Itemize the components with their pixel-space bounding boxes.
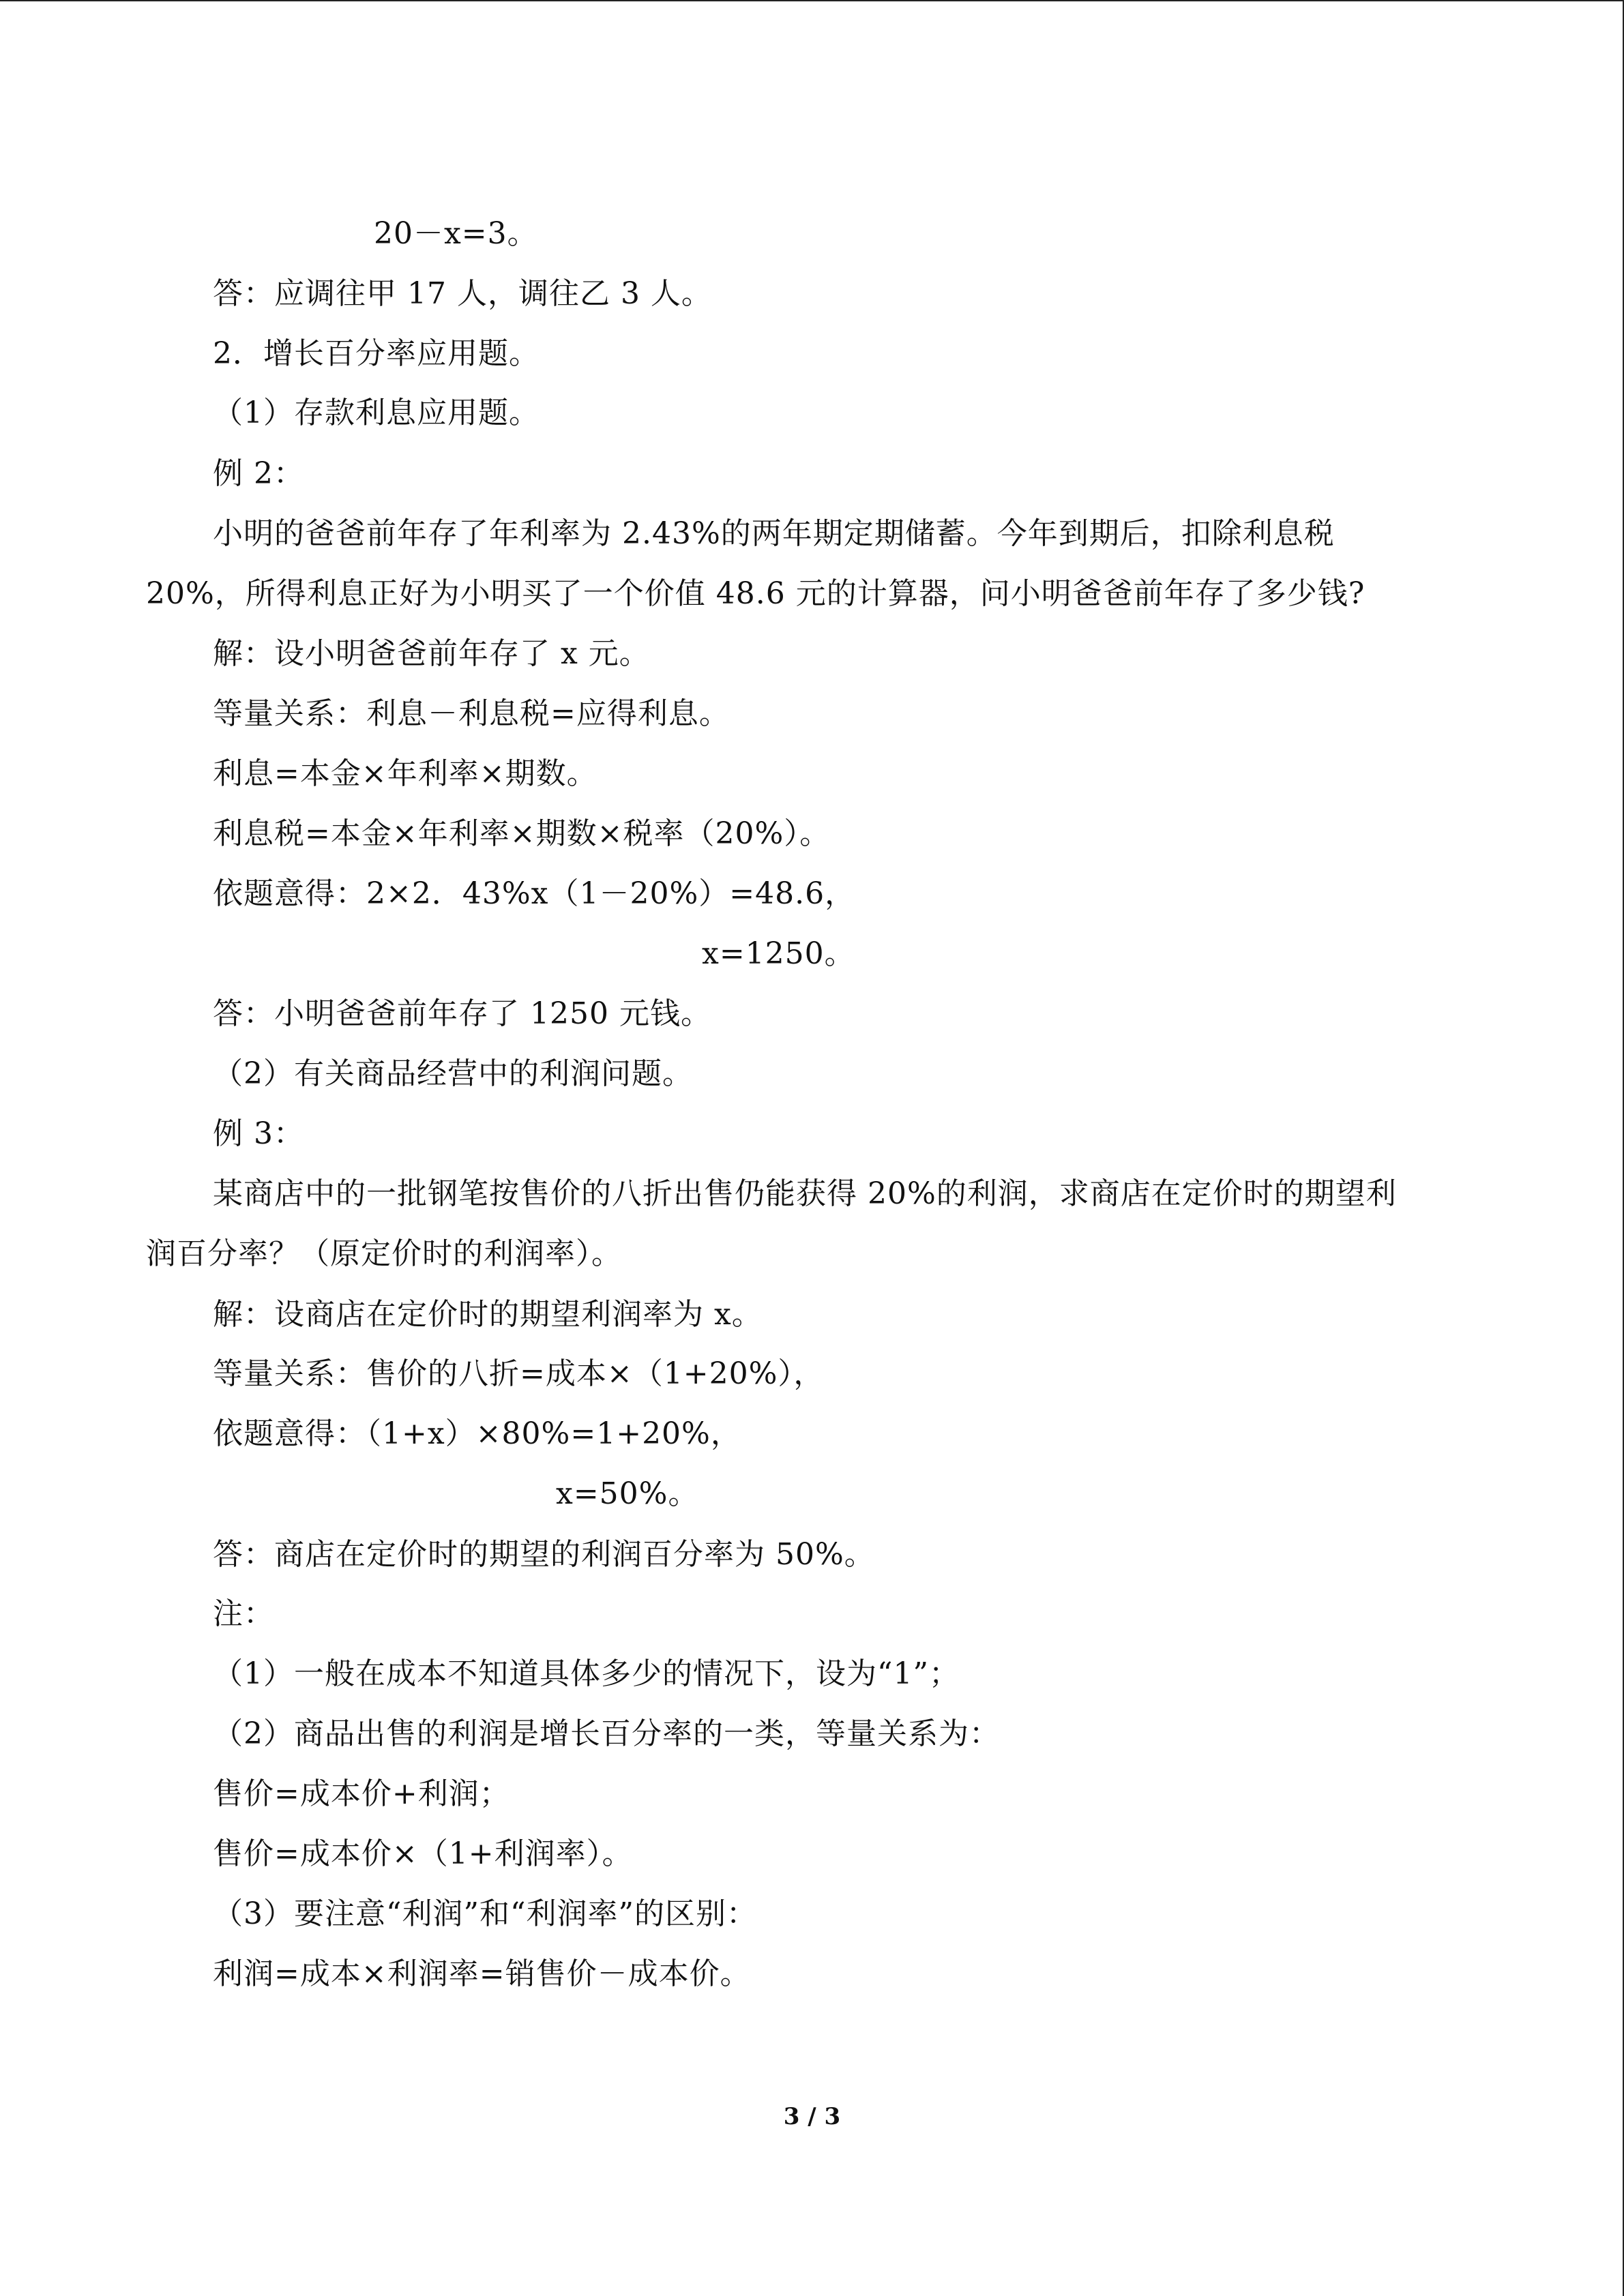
equation-result: x=1250。 (702, 936, 855, 971)
subsection-heading: （1）存款利息应用题。 (213, 396, 540, 430)
relation-line: 等量关系：利息－利息税=应得利息。 (213, 696, 730, 731)
example-label: 例 3： (213, 1116, 304, 1151)
note-label: 注： (213, 1596, 274, 1631)
relation-line: 等量关系：售价的八折=成本×（1+20%）， (213, 1356, 825, 1391)
answer-line: 答：商店在定价时的期望的利润百分率为 50%。 (213, 1537, 875, 1572)
solution-line: 解：设商店在定价时的期望利润率为 x。 (213, 1297, 763, 1332)
answer-line: 答：小明爸爸前年存了 1250 元钱。 (213, 996, 711, 1031)
subsection-heading: （2）有关商品经营中的利润问题。 (213, 1056, 693, 1091)
page-number: 3 / 3 (783, 2103, 841, 2130)
formula-line: 利息=本金×年利率×期数。 (213, 756, 597, 791)
equation-result: x=50%。 (556, 1476, 699, 1511)
problem-text-line: 小明的爸爸前年存了年利率为 2.43%的两年期定期储蓄。今年到期后，扣除利息税 (213, 516, 1335, 551)
equation-line: 依题意得：（1+x）×80%=1+20%， (213, 1416, 741, 1451)
formula-line: 利润=成本×利润率=销售价－成本价。 (213, 1956, 751, 1991)
solution-line: 解：设小明爸爸前年存了 x 元。 (213, 636, 650, 671)
formula-line: 利息税=本金×年利率×期数×税率（20%）。 (213, 816, 831, 851)
equation-line: 依题意得：2×2．43%x（1－20%）=48.6， (213, 876, 856, 911)
note-item: （3）要注意“利润”和“利润率”的区别： (213, 1896, 757, 1931)
problem-text-line: 润百分率？（原定价时的利润率）。 (146, 1236, 622, 1271)
note-item: （2）商品出售的利润是增长百分率的一类，等量关系为： (213, 1716, 1000, 1751)
problem-text-line: 某商店中的一批钢笔按售价的八折出售仍能获得 20%的利润，求商店在定价时的期望利 (213, 1176, 1397, 1211)
formula-line: 售价=成本价×（1+利润率）。 (213, 1836, 633, 1871)
example-label: 例 2： (213, 456, 304, 491)
answer-line: 答：应调往甲 17 人，调往乙 3 人。 (213, 276, 712, 311)
section-heading: 2．增长百分率应用题。 (213, 336, 540, 371)
equation-line: 20－x=3。 (374, 216, 538, 251)
note-item: （1）一般在成本不知道具体多少的情况下，设为“1”； (213, 1656, 960, 1691)
problem-text-line: 20%，所得利息正好为小明买了一个价值 48.6 元的计算器，问小明爸爸前年存了多少钱? (146, 576, 1365, 611)
formula-line: 售价=成本价+利润； (213, 1776, 510, 1811)
